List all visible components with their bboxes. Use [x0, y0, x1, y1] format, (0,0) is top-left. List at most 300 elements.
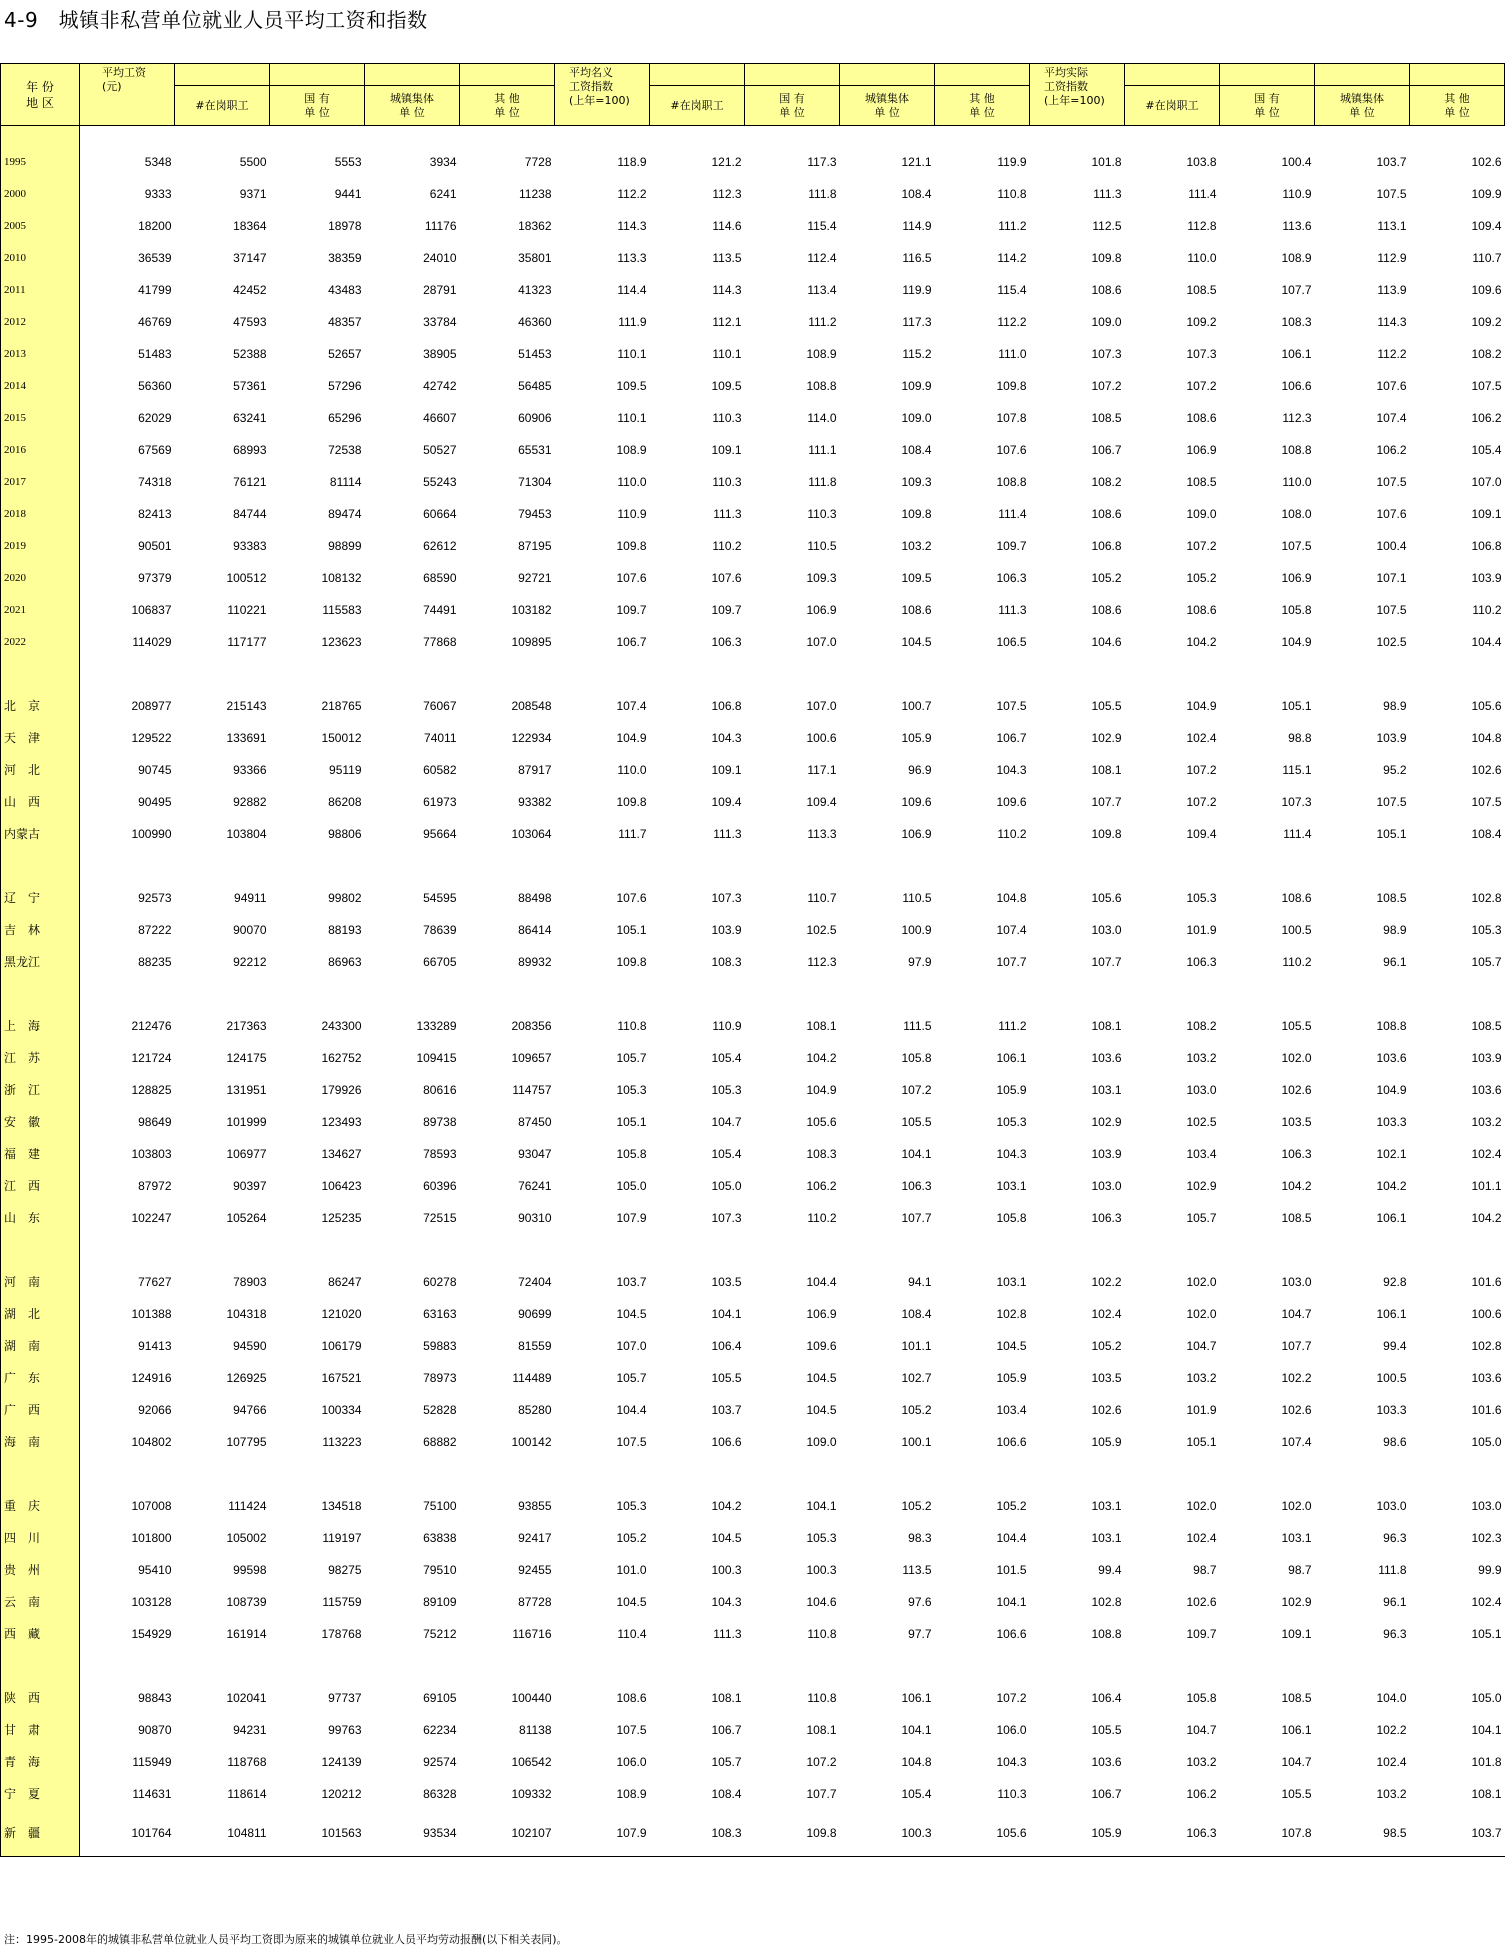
value-cell: 105.0	[616, 1179, 647, 1193]
value-cell: 18364	[233, 219, 267, 233]
value-cell: 103.1	[1281, 1531, 1312, 1545]
value-cell: 90501	[138, 539, 172, 553]
value-cell: 107.2	[1186, 763, 1217, 777]
header-blank	[1125, 64, 1220, 86]
value-cell: 106.3	[711, 635, 742, 649]
value-cell: 5348	[144, 155, 172, 169]
value-cell: 102.4	[1186, 1531, 1217, 1545]
value-cell: 79453	[518, 507, 552, 521]
value-cell: 98899	[328, 539, 362, 553]
value-cell: 103.9	[1471, 1051, 1502, 1065]
value-cell: 94766	[233, 1403, 267, 1417]
value-cell: 108.6	[901, 603, 932, 617]
value-cell: 106.4	[1091, 1691, 1122, 1705]
value-cell: 111424	[228, 1499, 267, 1513]
value-cell: 109.9	[1471, 187, 1502, 201]
value-cell: 101563	[270, 1810, 365, 1857]
empty-cell	[1125, 850, 1220, 882]
value-cell: 102.0	[1281, 1051, 1312, 1065]
value-cell: 107.6	[616, 891, 647, 905]
value-cell: 109.6	[1471, 283, 1502, 297]
value-cell: 150012	[321, 731, 362, 745]
value-cell: 24010	[423, 251, 457, 265]
value-cell: 18978	[328, 219, 362, 233]
table-row	[1, 722, 1505, 754]
region-cell: 西 藏	[1, 1618, 80, 1650]
empty-cell	[80, 126, 175, 147]
value-cell: 115759	[322, 1595, 362, 1609]
value-cell: 102.0	[1281, 1499, 1312, 1513]
region-cell: 重 庆	[1, 1490, 80, 1522]
value-cell: 108.3	[806, 1147, 837, 1161]
value-cell: 114.4	[617, 283, 647, 297]
value-cell: 102.8	[1091, 1595, 1122, 1609]
value-cell: 108.2	[1091, 475, 1122, 489]
empty-cell	[175, 978, 270, 1010]
empty-cell	[460, 658, 555, 690]
value-cell: 50527	[423, 443, 457, 457]
value-cell: 110.9	[1282, 187, 1312, 201]
value-cell: 217363	[226, 1019, 267, 1033]
value-cell: 104.2	[1186, 635, 1217, 649]
region-cell: 2011	[1, 274, 80, 306]
value-cell: 112.4	[807, 251, 837, 265]
value-cell: 78639	[423, 923, 457, 937]
collective-header: 城镇集体 单 位	[1315, 86, 1410, 126]
value-cell: 101.8	[1091, 155, 1122, 169]
value-cell: 92573	[138, 891, 172, 905]
value-cell: 59883	[423, 1339, 457, 1353]
value-cell: 102247	[131, 1211, 172, 1225]
value-cell: 112.3	[807, 955, 837, 969]
table-row	[1, 178, 1505, 210]
value-cell: 62234	[423, 1723, 457, 1737]
empty-cell	[840, 978, 935, 1010]
value-cell: 103.0	[1376, 1499, 1407, 1513]
value-cell: 74318	[138, 475, 172, 489]
empty-cell	[555, 126, 650, 147]
region-cell: 海 南	[1, 1426, 80, 1458]
value-cell: 118614	[227, 1787, 267, 1801]
empty-cell	[1410, 850, 1505, 882]
value-cell: 38359	[328, 251, 362, 265]
value-cell: 68882	[423, 1435, 457, 1449]
value-cell: 109.1	[1471, 507, 1502, 521]
empty-cell	[175, 658, 270, 690]
value-cell: 98.8	[1288, 731, 1312, 745]
value-cell: 104.7	[711, 1115, 742, 1129]
value-cell: 105.8	[1281, 603, 1312, 617]
value-cell: 60906	[518, 411, 552, 425]
value-cell: 46769	[138, 315, 172, 329]
empty-cell	[935, 1234, 1030, 1266]
value-cell: 103.0	[1186, 1083, 1217, 1097]
empty-cell	[460, 126, 555, 147]
value-cell: 106.6	[996, 1435, 1027, 1449]
value-cell: 101764	[80, 1810, 175, 1857]
empty-cell	[1220, 1650, 1315, 1682]
value-cell: 215143	[226, 699, 267, 713]
value-cell: 115583	[322, 603, 362, 617]
value-cell: 96.3	[1383, 1627, 1407, 1641]
value-cell: 105.2	[901, 1499, 932, 1513]
value-cell: 114.9	[902, 219, 932, 233]
value-cell: 28791	[423, 283, 457, 297]
value-cell: 107.5	[996, 699, 1027, 713]
value-cell: 113.4	[807, 283, 837, 297]
region-cell	[1, 1650, 80, 1682]
region-cell: 上 海	[1, 1010, 80, 1042]
value-cell: 100.4	[1376, 539, 1407, 553]
value-cell: 107.7	[1281, 283, 1312, 297]
value-cell: 5500	[239, 155, 267, 169]
value-cell: 97.9	[908, 955, 932, 969]
value-cell: 109332	[511, 1787, 552, 1801]
region-cell: 山 西	[1, 786, 80, 818]
on-post-header: #在岗职工	[650, 86, 745, 126]
empty-cell	[80, 850, 175, 882]
value-cell: 111.7	[618, 827, 647, 841]
value-cell: 107795	[226, 1435, 267, 1449]
table-row	[1, 1394, 1505, 1426]
value-cell: 56485	[518, 379, 552, 393]
region-cell: 2019	[1, 530, 80, 562]
value-cell: 89738	[423, 1115, 457, 1129]
empty-cell	[270, 126, 365, 147]
value-cell: 212476	[131, 1019, 172, 1033]
value-cell: 111.5	[903, 1019, 932, 1033]
value-cell: 102.4	[1471, 1595, 1502, 1609]
value-cell: 57296	[328, 379, 362, 393]
empty-cell	[1030, 658, 1125, 690]
region-cell: 四 川	[1, 1522, 80, 1554]
value-cell: 61973	[423, 795, 457, 809]
value-cell: 105.1	[1376, 827, 1407, 841]
empty-cell	[365, 1234, 460, 1266]
region-cell: 天 津	[1, 722, 80, 754]
empty-cell	[555, 1458, 650, 1490]
value-cell: 109.5	[711, 379, 742, 393]
value-cell: 108.1	[806, 1019, 837, 1033]
value-cell: 108.0	[1281, 507, 1312, 521]
value-cell: 105.8	[1186, 1691, 1217, 1705]
value-cell: 104.8	[901, 1755, 932, 1769]
value-cell: 103.4	[1186, 1147, 1217, 1161]
value-cell: 124175	[226, 1051, 267, 1065]
value-cell: 104802	[131, 1435, 172, 1449]
value-cell: 98.5	[1315, 1810, 1410, 1857]
value-cell: 105.7	[1471, 955, 1502, 969]
value-cell: 103.5	[1091, 1371, 1122, 1385]
value-cell: 65296	[328, 411, 362, 425]
value-cell: 103.5	[1281, 1115, 1312, 1129]
value-cell: 109895	[511, 635, 552, 649]
value-cell: 80616	[423, 1083, 457, 1097]
empty-cell	[365, 978, 460, 1010]
value-cell: 179926	[321, 1083, 362, 1097]
value-cell: 104.1	[711, 1307, 742, 1321]
value-cell: 92574	[423, 1755, 457, 1769]
value-cell: 110.3	[712, 411, 742, 425]
value-cell: 104.5	[806, 1403, 837, 1417]
value-cell: 106.9	[901, 827, 932, 841]
value-cell: 100512	[226, 571, 267, 585]
region-cell: 江 苏	[1, 1042, 80, 1074]
value-cell: 111.8	[1378, 1563, 1407, 1577]
value-cell: 105.4	[711, 1147, 742, 1161]
value-cell: 108.8	[1281, 443, 1312, 457]
value-cell: 111.4	[998, 507, 1027, 521]
spacer-row	[1, 1458, 1505, 1490]
value-cell: 102.2	[1281, 1371, 1312, 1385]
empty-cell	[365, 1458, 460, 1490]
value-cell: 42742	[423, 379, 457, 393]
table-row	[1, 466, 1505, 498]
value-cell: 106.0	[996, 1723, 1027, 1737]
value-cell: 107.7	[806, 1787, 837, 1801]
value-cell: 167521	[321, 1371, 362, 1385]
value-cell: 104.7	[1186, 1339, 1217, 1353]
value-cell: 109.1	[711, 443, 742, 457]
value-cell: 106.7	[996, 731, 1027, 745]
value-cell: 95664	[423, 827, 457, 841]
value-cell: 102.9	[1186, 1179, 1217, 1193]
empty-cell	[460, 1234, 555, 1266]
value-cell: 107.7	[1091, 795, 1122, 809]
value-cell: 76121	[233, 475, 267, 489]
value-cell: 18362	[518, 219, 552, 233]
value-cell: 98.6	[1383, 1435, 1407, 1449]
value-cell: 104.9	[806, 1083, 837, 1097]
value-cell: 108.5	[1471, 1019, 1502, 1033]
region-cell: 2018	[1, 498, 80, 530]
value-cell: 60396	[423, 1179, 457, 1193]
value-cell: 110.2	[1282, 955, 1312, 969]
value-cell: 112.3	[712, 187, 742, 201]
value-cell: 108.4	[1471, 827, 1502, 841]
value-cell: 103.6	[1091, 1051, 1122, 1065]
value-cell: 110.8	[997, 187, 1027, 201]
value-cell: 106.2	[1186, 1787, 1217, 1801]
empty-cell	[1315, 978, 1410, 1010]
table-row	[1, 626, 1505, 658]
value-cell: 116.5	[902, 251, 932, 265]
region-cell: 2005	[1, 210, 80, 242]
value-cell: 104.3	[996, 763, 1027, 777]
value-cell: 105.4	[711, 1051, 742, 1065]
value-cell: 109.4	[711, 795, 742, 809]
value-cell: 104.5	[616, 1307, 647, 1321]
value-cell: 111.8	[808, 187, 837, 201]
value-cell: 109.8	[901, 507, 932, 521]
value-cell: 113.5	[712, 251, 742, 265]
value-cell: 106.7	[1091, 1787, 1122, 1801]
value-cell: 117.1	[807, 763, 837, 777]
value-cell: 118.9	[617, 155, 647, 169]
empty-cell	[80, 1234, 175, 1266]
value-cell: 106.9	[806, 1307, 837, 1321]
value-cell: 109.6	[996, 795, 1027, 809]
value-cell: 92455	[518, 1563, 552, 1577]
value-cell: 107.2	[806, 1755, 837, 1769]
region-cell: 山 东	[1, 1202, 80, 1234]
value-cell: 103.2	[1186, 1755, 1217, 1769]
value-cell: 100.1	[901, 1435, 932, 1449]
value-cell: 96.3	[1383, 1531, 1407, 1545]
value-cell: 104.4	[996, 1531, 1027, 1545]
empty-cell	[935, 658, 1030, 690]
region-cell: 2010	[1, 242, 80, 274]
value-cell: 109.4	[806, 795, 837, 809]
value-cell: 114.3	[712, 283, 742, 297]
header-blank	[365, 64, 460, 86]
value-cell: 98649	[138, 1115, 172, 1129]
region-cell: 2017	[1, 466, 80, 498]
value-cell: 110.8	[617, 1019, 647, 1033]
region-cell: 浙 江	[1, 1074, 80, 1106]
value-cell: 72404	[518, 1275, 552, 1289]
value-cell: 106.2	[1376, 443, 1407, 457]
region-cell: 2000	[1, 178, 80, 210]
value-cell: 106.9	[1186, 443, 1217, 457]
value-cell: 110.8	[807, 1691, 837, 1705]
value-cell: 105.7	[1186, 1211, 1217, 1225]
empty-cell	[745, 850, 840, 882]
empty-cell	[1410, 1650, 1505, 1682]
value-cell: 106.1	[1281, 1723, 1312, 1737]
empty-cell	[365, 850, 460, 882]
value-cell: 102.2	[1376, 1723, 1407, 1737]
value-cell: 107.5	[1376, 603, 1407, 617]
value-cell: 98.9	[1383, 923, 1407, 937]
value-cell: 81114	[329, 475, 362, 489]
value-cell: 87195	[518, 539, 552, 553]
value-cell: 56360	[138, 379, 172, 393]
table-row	[1, 786, 1505, 818]
value-cell: 100334	[321, 1403, 362, 1417]
value-cell: 101.1	[901, 1339, 932, 1353]
value-cell: 107.6	[1376, 507, 1407, 521]
empty-cell	[1315, 1458, 1410, 1490]
collective-header: 城镇集体 单 位	[365, 86, 460, 126]
header-blank	[650, 64, 745, 86]
value-cell: 104.9	[616, 731, 647, 745]
table-row	[1, 530, 1505, 562]
value-cell: 103.7	[711, 1403, 742, 1417]
header-blank	[270, 64, 365, 86]
value-cell: 114631	[132, 1787, 172, 1801]
empty-cell	[840, 850, 935, 882]
value-cell: 103.2	[1186, 1371, 1217, 1385]
value-cell: 87450	[518, 1115, 552, 1129]
value-cell: 113.1	[1377, 219, 1407, 233]
value-cell: 104.7	[1281, 1755, 1312, 1769]
empty-cell	[365, 126, 460, 147]
value-cell: 105.2	[1186, 571, 1217, 585]
empty-cell	[270, 850, 365, 882]
empty-cell	[745, 1458, 840, 1490]
value-cell: 106542	[511, 1755, 552, 1769]
empty-cell	[1220, 978, 1315, 1010]
region-cell: 1995	[1, 146, 80, 178]
value-cell: 76241	[518, 1179, 552, 1193]
value-cell: 103.5	[711, 1275, 742, 1289]
value-cell: 105.5	[901, 1115, 932, 1129]
value-cell: 55243	[423, 475, 457, 489]
value-cell: 105.1	[616, 1115, 647, 1129]
value-cell: 110.9	[712, 1019, 742, 1033]
value-cell: 108.5	[1281, 1691, 1312, 1705]
value-cell: 118768	[227, 1755, 267, 1769]
value-cell: 54595	[423, 891, 457, 905]
value-cell: 77868	[423, 635, 457, 649]
region-cell: 2014	[1, 370, 80, 402]
value-cell: 110.3	[712, 475, 742, 489]
value-cell: 110.0	[1282, 475, 1312, 489]
empty-cell	[935, 850, 1030, 882]
value-cell: 106.1	[1376, 1211, 1407, 1225]
value-cell: 107.4	[1281, 1435, 1312, 1449]
value-cell: 98.9	[1383, 699, 1407, 713]
value-cell: 102.4	[1186, 731, 1217, 745]
value-cell: 103128	[131, 1595, 172, 1609]
value-cell: 98275	[328, 1563, 362, 1577]
value-cell: 46360	[518, 315, 552, 329]
value-cell: 67569	[138, 443, 172, 457]
value-cell: 102.5	[1376, 635, 1407, 649]
value-cell: 111.9	[618, 315, 647, 329]
empty-cell	[555, 1234, 650, 1266]
value-cell: 105.7	[616, 1051, 647, 1065]
value-cell: 109.4	[1186, 827, 1217, 841]
value-cell: 105.3	[1471, 923, 1502, 937]
value-cell: 208356	[511, 1019, 552, 1033]
value-cell: 103064	[511, 827, 552, 841]
value-cell: 97.7	[908, 1627, 932, 1641]
table-row	[1, 690, 1505, 722]
region-cell: 黑龙江	[1, 946, 80, 978]
value-cell: 108.2	[1186, 1019, 1217, 1033]
value-cell: 103.1	[1091, 1083, 1122, 1097]
value-cell: 100.5	[1281, 923, 1312, 937]
value-cell: 105.1	[1281, 699, 1312, 713]
region-cell: 河 北	[1, 754, 80, 786]
spacer-row	[1, 1650, 1505, 1682]
value-cell: 11238	[519, 187, 552, 201]
value-cell: 105.3	[616, 1083, 647, 1097]
value-cell: 113.3	[807, 827, 837, 841]
value-cell: 108.3	[650, 1810, 745, 1857]
value-cell: 104.1	[806, 1499, 837, 1513]
value-cell: 102.8	[1471, 1339, 1502, 1353]
value-cell: 63838	[423, 1531, 457, 1545]
value-cell: 3934	[429, 155, 457, 169]
value-cell: 107.7	[901, 1211, 932, 1225]
value-cell: 108.6	[616, 1691, 647, 1705]
value-cell: 93366	[233, 763, 267, 777]
value-cell: 96.1	[1383, 955, 1407, 969]
value-cell: 104.3	[711, 1595, 742, 1609]
value-cell: 154929	[131, 1627, 172, 1641]
table-row	[1, 402, 1505, 434]
value-cell: 105.9	[1091, 1435, 1122, 1449]
value-cell: 104.6	[806, 1595, 837, 1609]
value-cell: 6241	[429, 187, 457, 201]
table-row	[1, 1042, 1505, 1074]
value-cell: 90870	[138, 1723, 172, 1737]
state-owned-header: 国 有 单 位	[1220, 86, 1315, 126]
value-cell: 111.4	[1188, 187, 1217, 201]
